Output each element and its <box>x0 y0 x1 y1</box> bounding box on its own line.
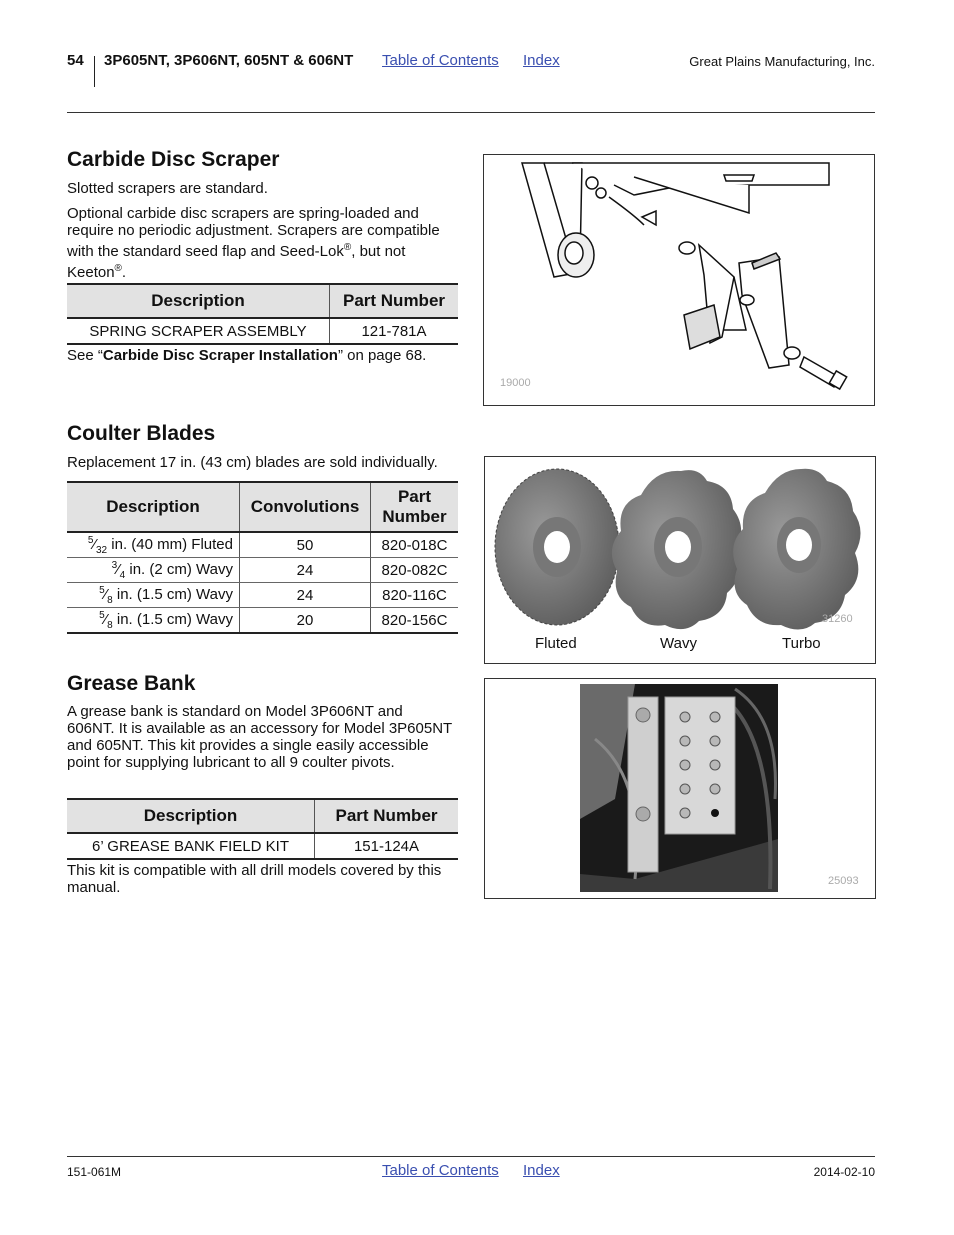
wavy-blade-icon <box>612 470 741 629</box>
grease-description: A grease bank is standard on Model 3P606NT and 606NT. It is available as an accessory for Model 3P605NT and 605NT. This kit provides a single easily accessible point for supplying lubricant to all 9 coulter pivots. <box>67 703 452 771</box>
doc-date: 2014-02-10 <box>813 1165 875 1179</box>
col-part-number: Part Number <box>330 284 459 318</box>
caption-turbo: Turbo <box>782 635 821 652</box>
caption-wavy: Wavy <box>660 635 697 652</box>
table-row: $^5⁄_8$ in. (1.5 cm) Wavy 20 820-156C <box>67 608 458 634</box>
blades-illustration <box>485 457 875 663</box>
table-row: SPRING SCRAPER ASSEMBLY 121-781A <box>67 318 458 344</box>
grease-heading: Grease Bank <box>67 672 196 695</box>
carbide-see-reference: See “Carbide Disc Scraper Installation” on page 68. <box>67 347 427 364</box>
carbide-description: Optional carbide disc scrapers are spring-loaded and require no periodic adjustment. Scrapers are compatible with the standard seed flap and Seed-Lok®, but not Keeton®. <box>67 205 440 281</box>
footer-rule <box>67 1156 875 1157</box>
doc-number: 151-061M <box>67 1165 122 1179</box>
carbide-heading: Carbide Disc Scraper <box>67 148 280 171</box>
blades-figure <box>484 456 876 664</box>
manual-title: 3P605NT, 3P606NT, 605NT & 606NT <box>104 52 354 69</box>
index-link[interactable]: Index <box>523 52 560 69</box>
figure-number: 25093 <box>828 875 859 887</box>
coulter-heading: Coulter Blades <box>67 422 216 445</box>
caption-fluted: Fluted <box>535 635 577 652</box>
col-convolutions: Convolutions <box>240 482 371 532</box>
table-row: 6’ GREASE BANK FIELD KIT 151-124A <box>67 833 458 859</box>
figure-number: 19000 <box>500 377 531 389</box>
grease-figure <box>484 678 876 899</box>
turbo-blade-icon <box>733 469 860 630</box>
col-part-number: Part Number <box>315 799 459 833</box>
figure-number: 31260 <box>822 613 853 625</box>
table-row: $^5⁄_{32}$ in. (40 mm) Fluted 50 820-018C <box>67 532 458 558</box>
col-part-number: Part Number <box>371 482 459 532</box>
carbide-intro: Slotted scrapers are standard. <box>67 180 268 197</box>
footer-index-link[interactable]: Index <box>523 1162 560 1179</box>
grease-bank-photo <box>485 679 875 898</box>
header-rule <box>67 112 875 113</box>
scraper-illustration <box>484 155 874 405</box>
col-description: Description <box>67 284 330 318</box>
page-number: 54 <box>67 52 84 69</box>
table-row: $^5⁄_8$ in. (1.5 cm) Wavy 24 820-116C <box>67 583 458 608</box>
fluted-blade-icon <box>495 469 619 625</box>
coulter-intro: Replacement 17 in. (43 cm) blades are sold individually. <box>67 454 438 471</box>
header-divider <box>94 56 95 87</box>
grease-parts-table <box>67 798 458 860</box>
col-description: Description <box>67 482 240 532</box>
scraper-figure <box>483 154 875 406</box>
footer-toc-link[interactable]: Table of Contents <box>382 1162 499 1179</box>
col-description: Description <box>67 799 315 833</box>
table-row: $^3⁄_4$ in. (2 cm) Wavy 24 820-082C <box>67 558 458 583</box>
company-name: Great Plains Manufacturing, Inc. <box>689 54 875 69</box>
toc-link[interactable]: Table of Contents <box>382 52 499 69</box>
coulter-parts-table <box>67 481 458 634</box>
carbide-parts-table <box>67 283 458 345</box>
grease-note: This kit is compatible with all drill models covered by this manual. <box>67 862 442 896</box>
